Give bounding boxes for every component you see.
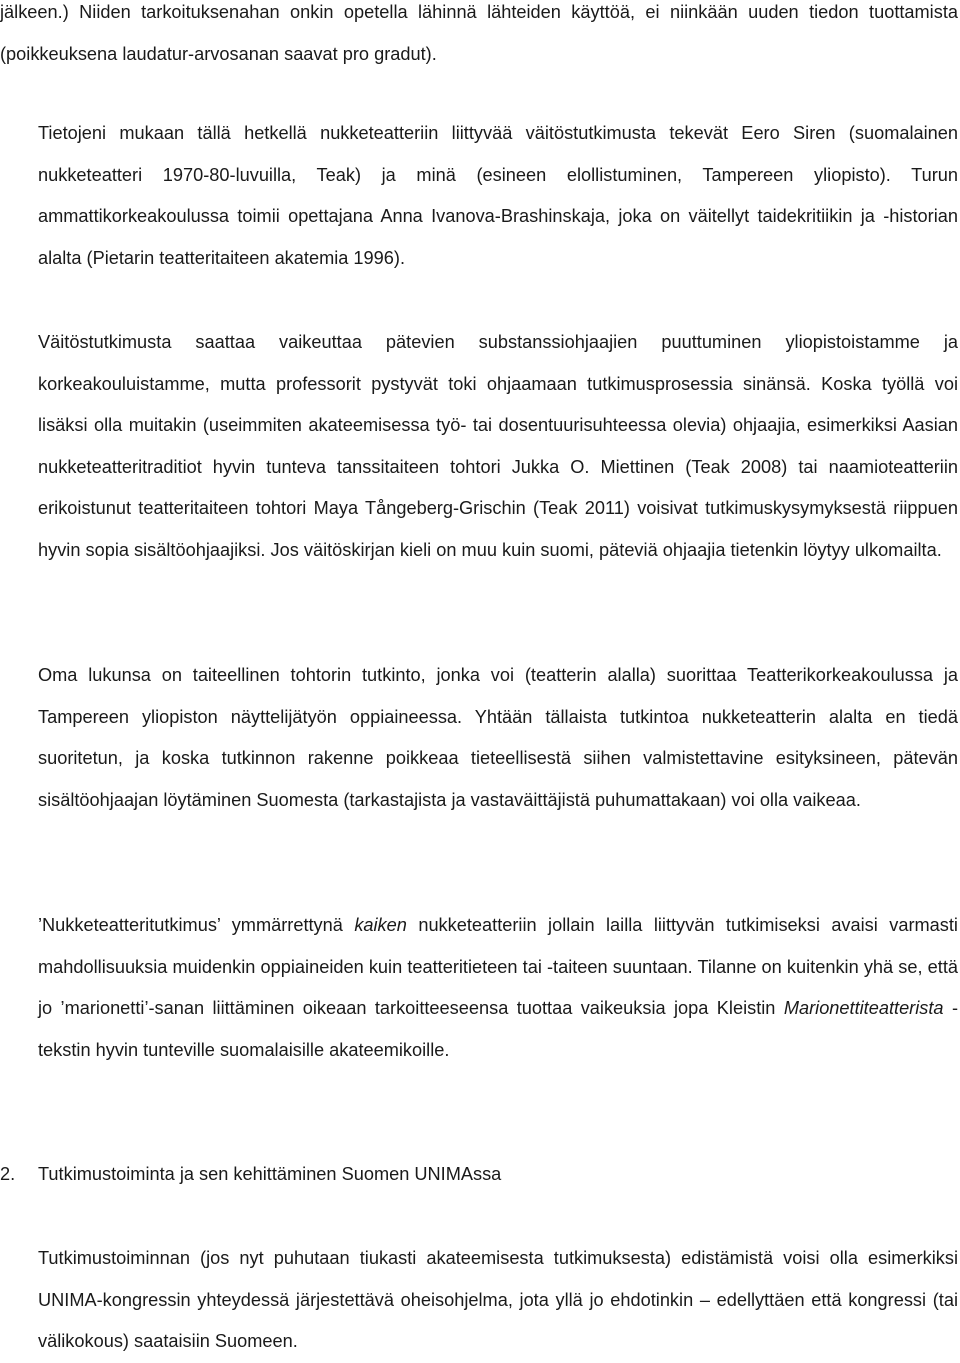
paragraph-1 — [0, 0, 958, 75]
paragraph-3 — [38, 322, 958, 572]
paragraph-4 — [38, 655, 958, 821]
paragraph-4-text: Oma lukunsa on taiteellinen tohtorin tutkinto, jonka voi (teatterin alalla) suorittaa Teatterikorkeakoulussa ja Tampereen yliopiston näyttelijätyön oppiaineessa. Yhtään tällaista tutkintoa nukketeatterin alalta en tiedä suoritetun, ja koska tutkinnon rakenne poikkeaa tieteellisestä siihen valmistettavine esityksineen, pätevän sisältöohjaajan löytäminen Suomesta (tarkastajista ja vastaväittäjistä puhumattakaan) voi olla vaikeaa. — [38, 665, 958, 810]
paragraph-2-text: Tietojeni mukaan tällä hetkellä nukketeatteriin liittyvää väitöstutkimusta tekevät Eero Siren (suomalainen nukketeatteri 1970-80-luvuilla, Teak) ja minä (esineen elollistuminen, Tampereen yliopisto). Turun ammattikorkeakoulussa toimii opettajana Anna Ivanova-Brashinskaja, joka on väitellyt taidekritiikin ja -historian alalta (Pietarin teatteritaiteen akatemia 1996). — [38, 123, 958, 268]
section-heading-number: 2. — [0, 1164, 16, 1184]
paragraph-5 — [38, 905, 958, 1071]
paragraph-2 — [38, 113, 958, 279]
paragraph-5-text-b: nukketeatteriin jollain lailla liittyvän tutkimiseksi avaisi varmasti mahdollisuuksia muidenkin oppiaineiden kuin teatteritieteen tai -taiteen suuntaan. Tilanne on kuitenkin yhä se, että jo ’marionetti’-sanan liittäminen oikeaan tarkoitteeseensa tuottaa vaikeuksia jopa Kleistin — [38, 915, 958, 1019]
paragraph-5-italic-title: Marionettiteatterista — [783, 998, 944, 1019]
paragraph-1-text: jälkeen.) Niiden tarkoituksenahan onkin opetella lähinnä lähteiden käyttöä, ei niinkään uuden tiedon tuottamista (poikkeuksena laudatur-arvosanan saavat pro gradut). — [0, 2, 958, 64]
paragraph-5-text-a: ’Nukketeatteritutkimus’ ymmärrettynä — [38, 915, 355, 935]
section-heading — [0, 1154, 958, 1196]
paragraph-6-text: Tutkimustoiminnan (jos nyt puhutaan tiukasti akateemisesta tutkimuksesta) edistämistä voisi olla esimerkiksi UNIMA-kongressin yhteydessä järjestettävä oheisohjelma, jota yllä jo ehdotinkin – edellyttäen että kongressi (tai välikokous) saataisiin Suomeen. — [38, 1248, 958, 1352]
paragraph-5-italic-kaiken: kaiken — [354, 915, 407, 935]
paragraph-3-text: Väitöstutkimusta saattaa vaikeuttaa pätevien substanssiohjaajien puuttuminen yliopistoistamme ja korkeakouluistamme, mutta professorit pystyvät toki ohjaamaan tutkimusprosessia sinänsä. Koska työllä voi lisäksi olla muitakin (useimmiten akateemisessa työ- tai dosentuurisuhteessa olevia) ohjaajia, esimerkiksi Aasian nukketeatteritraditiot hyvin tunteva tanssitaiteen tohtori Jukka O. Miettinen (Teak 2008) tai naamioteatteriin erikoistunut teatteritaiteen tohtori Maya Tångeberg-Grischin (Teak 2011) voisivat tutkimuskysymyksestä riippuen hyvin sopia sisältöohjaajiksi. Jos väitöskirjan kieli on muu kuin suomi, päteviä ohjaajia tietenkin löytyy ulkomailta. — [38, 332, 958, 560]
section-heading-title: Tutkimustoiminta ja sen kehittäminen Suomen UNIMAssa — [38, 1164, 502, 1184]
paragraph-5-text-c: -tekstin hyvin tunteville suomalaisille akateemikoille. — [38, 998, 958, 1060]
paragraph-6 — [38, 1238, 958, 1363]
